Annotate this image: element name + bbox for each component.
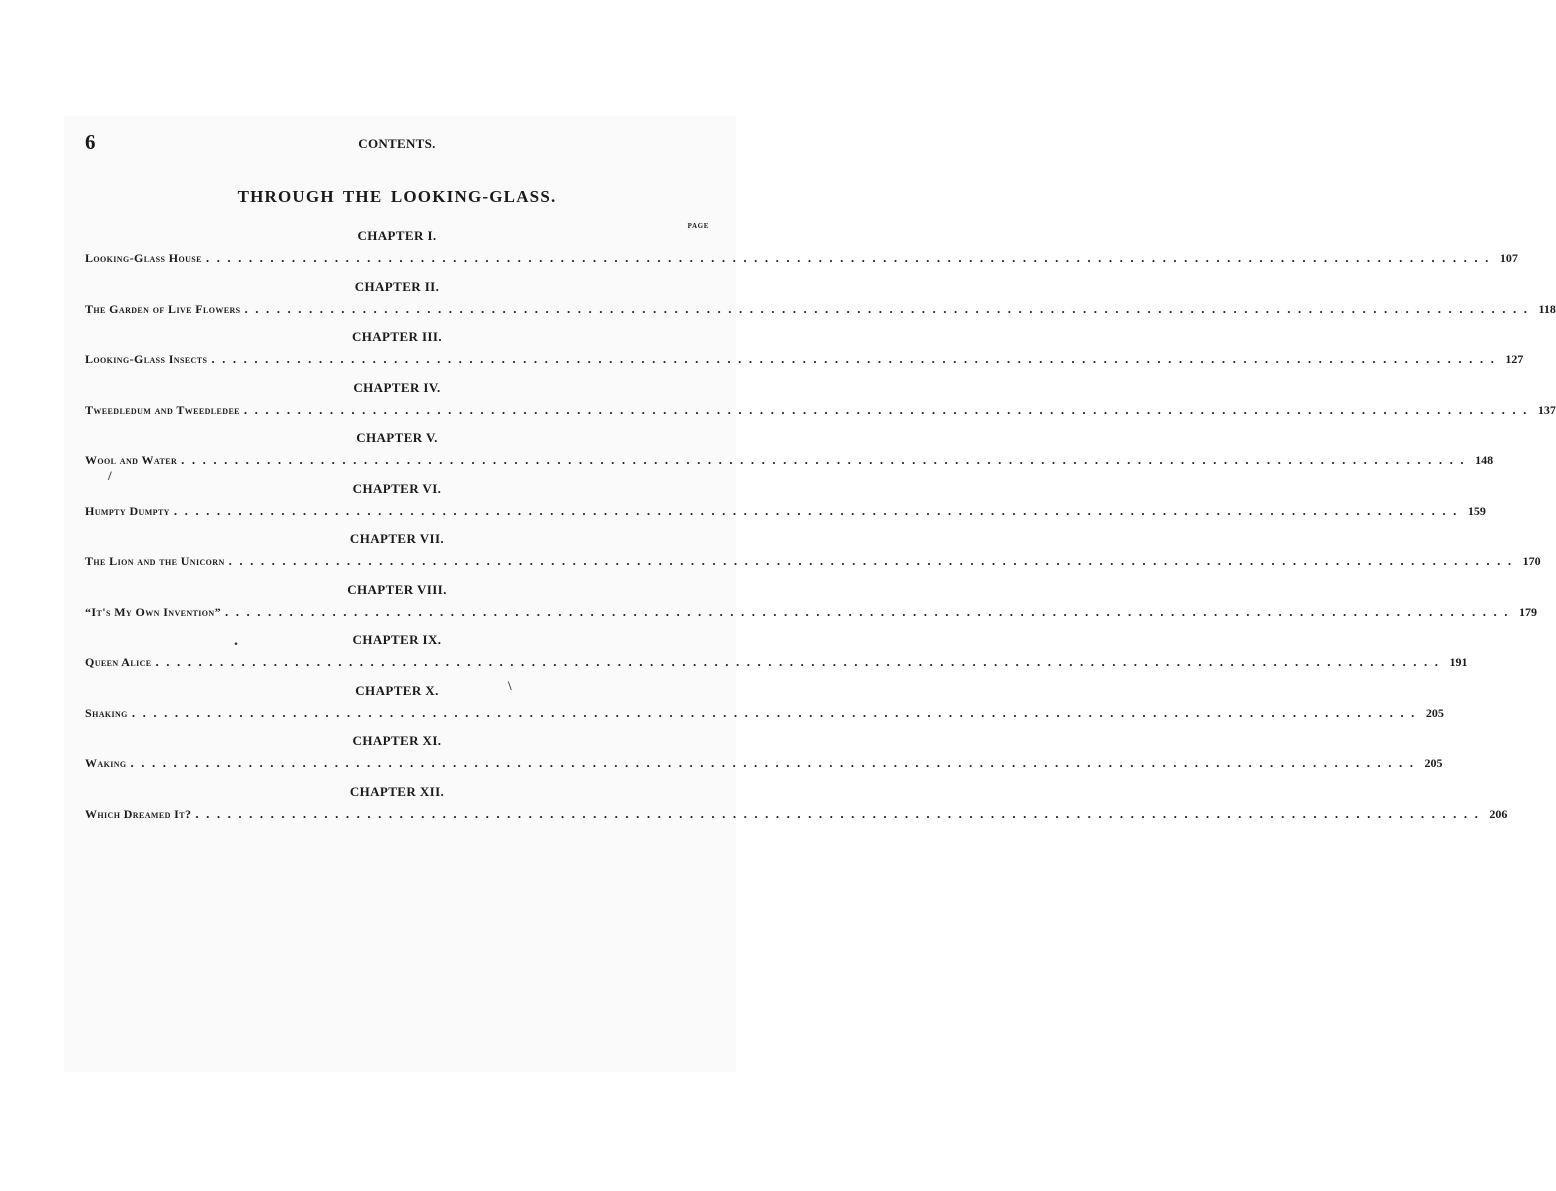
chapter-title: Waking bbox=[85, 756, 127, 770]
dot-leader: ........................................................................................................................ bbox=[173, 502, 1464, 518]
toc-entry bbox=[85, 733, 1443, 784]
page-ref: 191 bbox=[1449, 655, 1468, 669]
page-column-label: PAGE bbox=[687, 222, 709, 230]
chapter-heading: CHAPTER XII. bbox=[349, 783, 445, 799]
scan-mark: / bbox=[108, 468, 112, 483]
dot-leader: ........................................................................................................................ bbox=[195, 805, 1486, 821]
page-ref: 170 bbox=[1522, 554, 1541, 568]
page-ref: 205 bbox=[1425, 705, 1444, 720]
page-ref: 107 bbox=[1499, 251, 1518, 265]
toc-entry bbox=[85, 682, 1444, 734]
dot-leader: ........................................................................................................................ bbox=[211, 351, 1502, 366]
dot-leader: ........................................................................................................................ bbox=[225, 603, 1515, 619]
page-ref: 118 bbox=[1538, 301, 1556, 316]
toc-entry bbox=[85, 278, 1556, 330]
chapter-heading: CHAPTER III. bbox=[351, 329, 443, 344]
toc-entry bbox=[85, 783, 1508, 835]
chapter-heading: CHAPTER I. bbox=[357, 228, 437, 243]
toc-entry bbox=[85, 531, 1541, 582]
dot-leader: ........................................................................................................................ bbox=[244, 300, 1535, 316]
scan-dot: . bbox=[234, 632, 238, 649]
table-of-contents bbox=[85, 228, 1556, 834]
chapter-title: Which Dreamed It? bbox=[85, 806, 192, 821]
chapter-title: Wool and Water bbox=[85, 453, 178, 467]
page-ref: 127 bbox=[1505, 352, 1524, 366]
chapter-heading: CHAPTER IV. bbox=[353, 379, 441, 395]
toc-entry bbox=[85, 632, 1468, 683]
chapter-title: Looking-Glass Insects bbox=[85, 352, 208, 366]
dot-leader: ........................................................................................................................ bbox=[155, 654, 1446, 669]
chapter-heading: CHAPTER II. bbox=[354, 278, 440, 294]
toc-line bbox=[85, 452, 1494, 468]
toc-line bbox=[85, 704, 1444, 721]
toc-line bbox=[85, 553, 1541, 569]
chapter-title: The Lion and the Unicorn bbox=[85, 554, 225, 568]
section-title: THROUGH THE LOOKING-GLASS. bbox=[237, 187, 557, 206]
chapter-heading: CHAPTER VI. bbox=[352, 480, 442, 496]
toc-entry bbox=[85, 480, 1486, 532]
dot-leader: ........................................................................................................................ bbox=[130, 755, 1421, 770]
dot-leader: ........................................................................................................................ bbox=[131, 704, 1422, 720]
chapter-title: Tweedledum and Tweedledee bbox=[85, 402, 240, 417]
page-ref: 179 bbox=[1519, 604, 1537, 619]
chapter-heading: CHAPTER IX. bbox=[352, 632, 442, 647]
toc-line bbox=[85, 502, 1486, 519]
toc-line bbox=[85, 351, 1524, 367]
dot-leader: ........................................................................................................................ bbox=[205, 250, 1496, 265]
running-head: CONTENTS. bbox=[358, 136, 436, 151]
toc-entry bbox=[85, 379, 1556, 431]
toc-entry bbox=[85, 228, 1518, 279]
toc-entry bbox=[85, 430, 1494, 481]
chapter-title: Looking-Glass House bbox=[85, 251, 202, 265]
chapter-title: Shaking bbox=[85, 705, 128, 720]
toc-line bbox=[85, 755, 1443, 771]
page-ref: 137 bbox=[1537, 402, 1556, 417]
page-ref: 205 bbox=[1424, 756, 1443, 770]
toc-entry bbox=[85, 581, 1537, 633]
chapter-heading: CHAPTER XI. bbox=[352, 733, 442, 748]
toc-line bbox=[85, 603, 1537, 620]
page-header bbox=[85, 130, 709, 160]
scan-mark: \ bbox=[508, 678, 512, 693]
chapter-heading: CHAPTER X. bbox=[355, 682, 439, 698]
page-ref: 206 bbox=[1489, 806, 1508, 821]
chapter-heading: CHAPTER V. bbox=[356, 430, 438, 445]
chapter-title: “It's My Own Invention” bbox=[85, 604, 221, 619]
dot-leader: ........................................................................................................................ bbox=[243, 401, 1534, 417]
toc-line bbox=[85, 805, 1508, 822]
toc-line bbox=[85, 300, 1556, 317]
toc-line bbox=[85, 401, 1556, 418]
page-ref: 159 bbox=[1467, 503, 1486, 518]
chapter-title: Queen Alice bbox=[85, 655, 152, 669]
page-ref: 148 bbox=[1475, 453, 1494, 467]
page-number: 6 bbox=[85, 130, 96, 154]
dot-leader: ........................................................................................................................ bbox=[228, 553, 1519, 568]
dot-leader: ........................................................................................................................ bbox=[181, 452, 1472, 467]
toc-entry bbox=[85, 329, 1524, 380]
chapter-title: Humpty Dumpty bbox=[85, 503, 170, 518]
toc-line bbox=[85, 654, 1468, 670]
chapter-title: The Garden of Live Flowers bbox=[85, 301, 241, 316]
toc-line bbox=[85, 250, 1518, 266]
chapter-heading: CHAPTER VII. bbox=[349, 531, 445, 546]
chapter-heading: CHAPTER VIII. bbox=[347, 581, 447, 597]
